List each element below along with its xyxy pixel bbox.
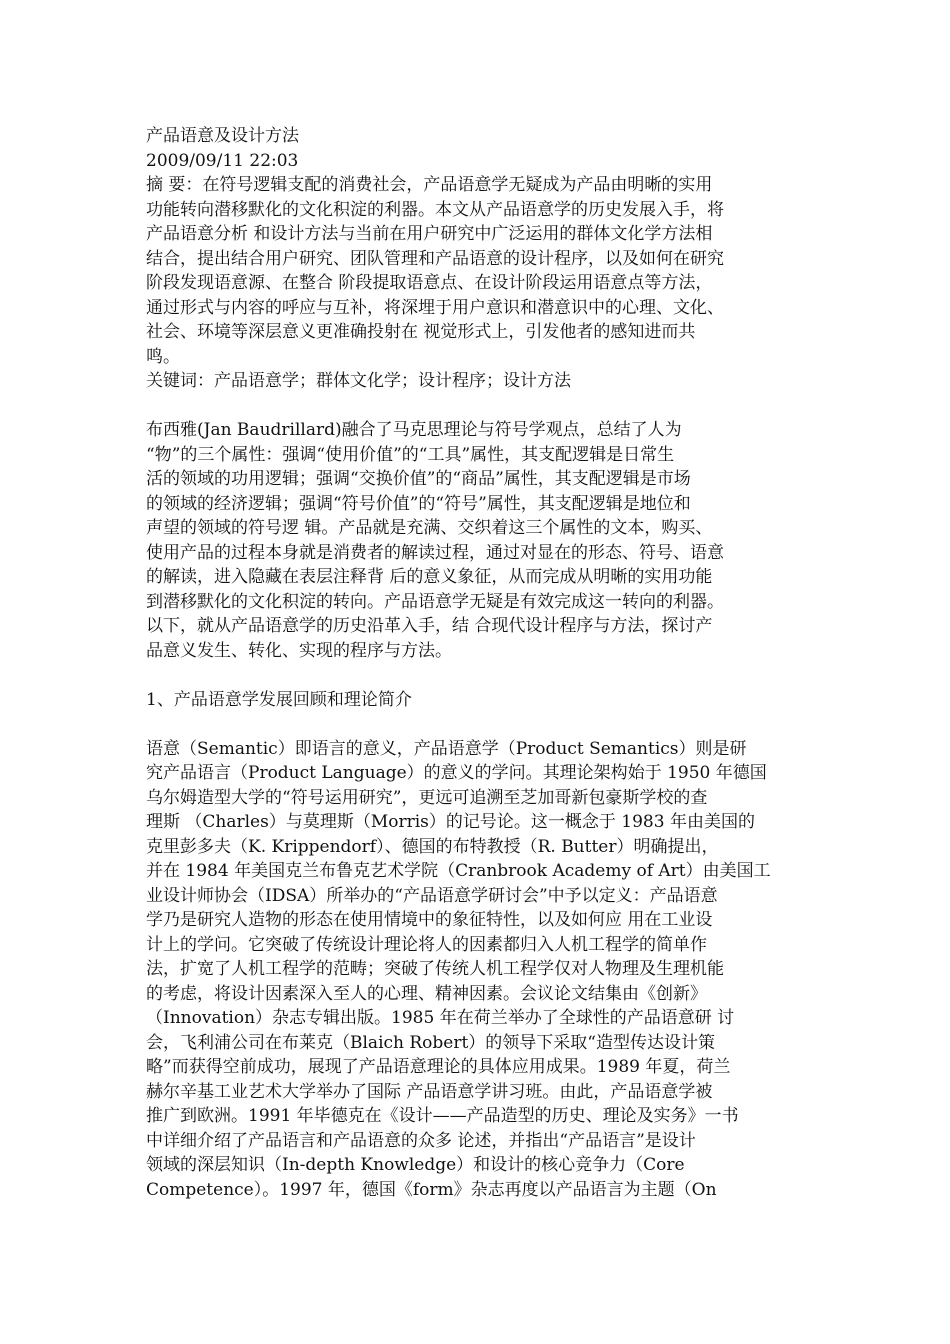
section-heading: 1、产品语意学发展回顾和理论简介: [146, 689, 412, 710]
abstract-line: 摘 要：在符号逻辑支配的消费社会，产品语意学无疑成为产品由明晰的实用: [146, 175, 713, 195]
abstract-line: 鸣。: [146, 346, 180, 367]
section1-line: 会，飞利浦公司在布莱克（Blaich Robert）的领导下采取“造型传达设计策: [146, 1032, 716, 1053]
abstract-line: 功能转向潜移默化的文化积淀的利器。本文从产品语意学的历史发展入手，将: [146, 199, 724, 220]
section1-line: 究产品语言（Product Language）的意义的学问。其理论架构始于 1950 年德国: [146, 763, 767, 783]
document-body: [146, 124, 798, 1202]
section1-line: 并在 1984 年美国克兰布鲁克艺术学院（Cranbrook Academy of Art）由美国工: [146, 861, 771, 881]
intro-line: 的解读，进入隐藏在表层注释背 后的意义象征，从而完成从明晰的实用功能: [146, 567, 713, 587]
section1-line: 略”而获得空前成功，展现了产品语意理论的具体应用成果。1989 年夏，荷兰: [146, 1057, 731, 1077]
document-title: 产品语意及设计方法: [146, 126, 299, 146]
intro-line: 到潜移默化的文化积淀的转向。产品语意学无疑是有效完成这一转向的利器。: [146, 591, 724, 612]
section1-line: 推广到欧洲。1991 年毕德克在《设计——产品造型的历史、理论及实务》一书: [146, 1106, 739, 1126]
section1-line: 克里彭多夫（K. Krippendorf）、德国的布特教授（R. Butter）明确提出，: [146, 836, 719, 857]
section1-line: 学乃是研究人造物的形态在使用情境中的象征特性，以及如何应 用在工业设: [146, 910, 713, 930]
section1-line: （Innovation）杂志专辑出版。1985 年在荷兰举办了全球性的产品语意研 讨: [146, 1008, 735, 1028]
abstract-line: 结合，提出结合用户研究、团队管理和产品语意的设计程序，以及如何在研究: [146, 248, 724, 269]
section1-line: 赫尔辛基工业艺术大学举办了国际 产品语意学讲习班。由此，产品语意学被: [146, 1081, 713, 1102]
intro-paragraph: [146, 418, 798, 663]
intro-line: “物”的三个属性：强调“使用价值”的“工具”属性，其支配逻辑是日常生: [146, 444, 675, 465]
section1-line: 业设计师协会（IDSA）所举办的“产品语意学研讨会”中予以定义：产品语意: [146, 885, 718, 906]
paragraph-spacer: [146, 394, 798, 419]
section1-line: 的考虑，将设计因素深入至人的心理、精神因素。会议论文结集由《创新》: [146, 983, 707, 1004]
section1-line: 领域的深层知识（In-depth Knowledge）和设计的核心竞争力（Core: [146, 1155, 685, 1175]
abstract-line: 通过形式与内容的呼应与互补，将深埋于用户意识和潜意识中的心理、文化、: [146, 297, 724, 318]
section1-line: 计上的学问。它突破了传统设计理论将人的因素都归入人机工程学的简单作: [146, 934, 707, 955]
intro-line: 布西雅(Jan Baudrillard)融合了马克思理论与符号学观点，总结了人为: [146, 420, 682, 440]
document-datetime: 2009/09/11 22:03: [146, 150, 299, 171]
intro-line: 声望的领域的符号逻 辑。产品就是充满、交织着这三个属性的文本，购买、: [146, 518, 713, 538]
section1-line: Competence）。1997 年，德国《form》杂志再度以产品语言为主题（On: [146, 1179, 717, 1200]
abstract-line: 产品语意分析 和设计方法与当前在用户研究中广泛运用的群体文化学方法相: [146, 224, 713, 244]
abstract-line: 社会、环境等深层意义更准确投射在 视觉形式上，引发他者的感知进而共: [146, 322, 696, 342]
section1-line: 中详细介绍了产品语言和产品语意的众多 论述，并指出“产品语言”是设计: [146, 1130, 696, 1151]
section1-paragraph: [146, 737, 798, 1203]
section1-line: 理斯 （Charles）与莫理斯（Morris）的记号论。这一概念于 1983 年由美国的: [146, 812, 755, 832]
intro-line: 的领域的经济逻辑；强调“符号价值”的“符号”属性，其支配逻辑是地位和: [146, 493, 691, 514]
section1-line: 语意（Semantic）即语言的意义，产品语意学（Product Semantics）则是研: [146, 738, 747, 759]
intro-line: 活的领域的功用逻辑；强调“交换价值”的“商品”属性，其支配逻辑是市场: [146, 469, 691, 489]
abstract-paragraph: [146, 173, 798, 369]
section1-line: 乌尔姆造型大学的“符号运用研究”，更远可追溯至芝加哥新包豪斯学校的查: [146, 787, 708, 808]
paragraph-spacer: [146, 712, 798, 737]
intro-line: 品意义发生、转化、实现的程序与方法。: [146, 640, 452, 661]
paragraph-spacer: [146, 663, 798, 688]
intro-line: 使用产品的过程本身就是消费者的解读过程，通过对显在的形态、符号、语意: [146, 542, 724, 563]
abstract-line: 阶段发现语意源、在整合 阶段提取语意点、在设计阶段运用语意点等方法，: [146, 273, 713, 293]
keywords-line: 关键词：产品语意学；群体文化学；设计程序；设计方法: [146, 371, 571, 391]
section1-line: 法，扩宽了人机工程学的范畴；突破了传统人机工程学仅对人物理及生理机能: [146, 959, 724, 979]
intro-line: 以下，就从产品语意学的历史沿革入手，结 合现代设计程序与方法，探讨产: [146, 616, 713, 636]
